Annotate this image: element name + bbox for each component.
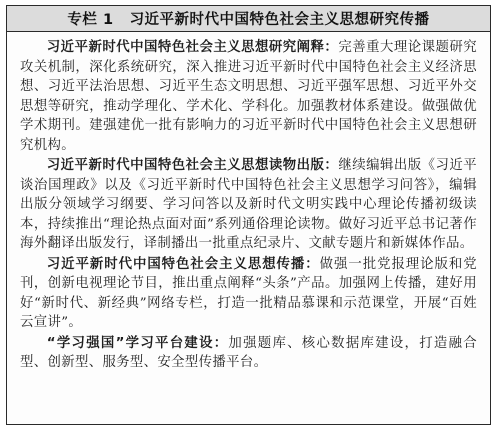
paragraph-lead: 习近平新时代中国特色社会主义思想传播： (46, 256, 320, 272)
paragraph-lead: “学习强国”学习平台建设： (46, 335, 229, 351)
column-content (7, 32, 490, 373)
column-title: 习近平新时代中国特色社会主义思想研究传播 (129, 12, 430, 28)
column-box (6, 5, 491, 425)
column-title-bar (7, 6, 490, 32)
paragraph-dissemination (20, 255, 477, 333)
paragraph-publishing (20, 156, 477, 254)
paragraph-platform (20, 334, 477, 373)
column-label: 专栏 1 (67, 12, 114, 28)
paragraph-body: 做强一批党报理论版和党刊，创新电视理论节目，推出重点阐释“头条”产品。加强网上传播，建好用好“新时代、新经典”网络专栏，打造一批精品慕课和示范课堂，开展“百姓云宣讲”。 (20, 256, 477, 330)
paragraph-body: 继续编辑出版《习近平谈治国理政》以及《习近平新时代中国特色社会主义思想学习问答》，编辑出版分领域学习纲要、学习问答以及新时代文明实践中心理论传播初级读本，持续推出“理论热点面对面”系列通俗理论读物。做好习近平总书记著作海外翻译出版发行，译制播出一批重点纪录片、文献专题片和新媒体作品。 (20, 158, 477, 251)
paragraph-lead: 习近平新时代中国特色社会主义思想读物出版： (46, 158, 339, 173)
paragraph-body: 加强题库、核心数据库建设，打造融合型、创新型、服务型、安全型传播平台。 (20, 335, 477, 370)
paragraph-research (20, 38, 477, 155)
paragraph-body: 完善重大理论课题研究攻关机制，深化系统研究，深入推进习近平新时代中国特色社会主义经济思想、习近平法治思想、习近平生态文明思想、习近平强军思想、习近平外交思想等研究，推动学理化、学术化、学科化。加强教材体系建设。做强做优学术期刊。建强建优一批有影响力的习近平新时代中国特色社会主义思想研究机构。 (20, 40, 477, 153)
paragraph-lead: 习近平新时代中国特色社会主义思想研究阐释： (46, 40, 339, 55)
